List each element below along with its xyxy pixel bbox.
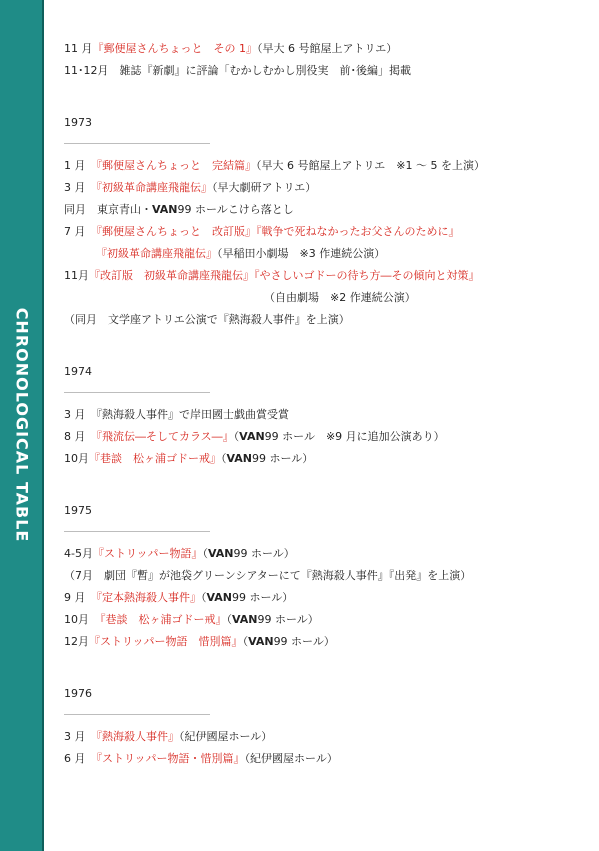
work-title: 『ストリッパー物語』 bbox=[92, 547, 203, 560]
entry-text: 12月 bbox=[64, 635, 89, 648]
chronology-content bbox=[64, 38, 584, 770]
entry-text: 11･12月 雑誌『新劇』に評論「むかしむかし別役実 前･後編」掲載 bbox=[64, 64, 411, 77]
chronology-entry bbox=[64, 426, 584, 448]
work-title: 『改訂版 初級革命講座飛龍伝』『やさしいゴドーの待ち方―その傾向と対策』 bbox=[89, 269, 480, 282]
work-title: 『郵便屋さんちょっと 改訂版』『戦争で死ねなかったお父さんのために』 bbox=[96, 225, 460, 238]
venue-brand: VAN bbox=[239, 430, 265, 443]
chronology-entry bbox=[64, 404, 584, 426]
entry-text: （ bbox=[201, 591, 207, 604]
entry-text: （7月 劇団『暫』が池袋グリーンシアターにて『熱海殺人事件』『出発』を上演） bbox=[64, 569, 472, 582]
entry-text: 1 月 bbox=[64, 159, 97, 172]
chronology-entry bbox=[64, 565, 584, 587]
entry-text: 7 月 bbox=[64, 225, 97, 238]
chronology-entry bbox=[64, 155, 584, 177]
entry-text: 11 月 bbox=[64, 42, 93, 55]
entry-text: （自由劇場 ※2 作連続公演） bbox=[264, 291, 416, 304]
work-title: 『初級革命講座飛龍伝』 bbox=[96, 247, 217, 260]
chronology-entry bbox=[64, 448, 584, 470]
venue-brand: VAN bbox=[206, 591, 232, 604]
year-divider bbox=[64, 392, 210, 393]
year-heading: 1973 bbox=[64, 116, 92, 129]
chronology-entry bbox=[64, 609, 584, 631]
work-title: 『郵便屋さんちょっと 完結篇』 bbox=[96, 159, 256, 172]
venue-brand: VAN bbox=[248, 635, 274, 648]
chronology-entry bbox=[64, 265, 584, 287]
chronology-entry bbox=[64, 309, 584, 331]
entry-text: （ bbox=[202, 547, 209, 560]
entry-text: 99 ホール ※9 月に追加公演あり） bbox=[264, 430, 445, 443]
sidebar-title: CHRONOLOGICAL TABLE bbox=[12, 307, 32, 543]
chronology-entry bbox=[64, 726, 584, 748]
venue-brand: VAN bbox=[226, 452, 252, 465]
entry-text: 9 月 bbox=[64, 591, 97, 604]
year-heading: 1975 bbox=[64, 504, 92, 517]
chronology-entry bbox=[64, 199, 584, 221]
entry-text: 3 月 bbox=[64, 181, 97, 194]
venue-brand: VAN bbox=[152, 203, 178, 216]
work-title: 『飛流伝―そしてカラス―』 bbox=[96, 430, 234, 443]
chronology-entry bbox=[64, 543, 584, 565]
year-divider bbox=[64, 531, 210, 532]
venue-brand: VAN bbox=[208, 547, 234, 560]
year-heading: 1974 bbox=[64, 365, 92, 378]
entry-text: （早大 6 号館屋上アトリエ ※1 ～ 5 を上演） bbox=[256, 159, 485, 172]
entry-text: （早稲田小劇場 ※3 作連続公演） bbox=[217, 247, 386, 260]
entry-text: （ bbox=[233, 430, 240, 443]
entry-text: 99 ホールこけら落とし bbox=[177, 203, 294, 216]
entry-text: 99 ホール） bbox=[233, 547, 295, 560]
entry-text: 99 ホール） bbox=[257, 613, 319, 626]
entry-text: 11月 bbox=[64, 269, 89, 282]
chronology-entry bbox=[64, 748, 584, 770]
chronology-entry bbox=[64, 631, 584, 653]
entry-text: （早大劇研アトリエ） bbox=[212, 181, 317, 194]
work-title: 『ストリッパー物語 惜別篇』 bbox=[89, 635, 243, 648]
entry-text: 10月 bbox=[64, 452, 89, 465]
entry-text: 99 ホール） bbox=[232, 591, 294, 604]
entry-text: （ bbox=[221, 452, 227, 465]
sidebar bbox=[0, 0, 44, 851]
chronology-entry bbox=[64, 221, 584, 243]
entry-text: 6 月 bbox=[64, 752, 97, 765]
entry-text: 4-5月 bbox=[64, 547, 93, 560]
work-title: 『定本熱海殺人事件』 bbox=[96, 591, 201, 604]
entry-text: （紀伊國屋ホール） bbox=[179, 730, 273, 743]
work-title: 『初級革命講座飛龍伝』 bbox=[96, 181, 212, 194]
entry-text: （ bbox=[226, 613, 232, 626]
work-title: 『郵便屋さんちょっと その 1』 bbox=[92, 42, 257, 55]
entry-text: 8 月 bbox=[64, 430, 97, 443]
entry-text: （同月 文学座アトリエ公演で『熱海殺人事件』を上演） bbox=[64, 313, 350, 326]
year-divider bbox=[64, 143, 210, 144]
chronology-entry bbox=[64, 287, 584, 309]
entry-text: 同月 東京青山・ bbox=[64, 203, 152, 216]
entry-text: 10月 bbox=[64, 613, 100, 626]
year-heading: 1976 bbox=[64, 687, 92, 700]
chronology-entry bbox=[64, 243, 584, 265]
entry-text: 3 月 bbox=[64, 730, 97, 743]
chronology-entry bbox=[64, 60, 584, 82]
entry-text: （早大 6 号館屋上アトリエ） bbox=[257, 42, 398, 55]
year-divider bbox=[64, 714, 210, 715]
work-title: 『熱海殺人事件』 bbox=[96, 730, 179, 743]
entry-text: 99 ホール） bbox=[273, 635, 335, 648]
work-title: 『巷談 松ヶ浦ゴドー戒』 bbox=[89, 452, 221, 465]
entry-text: （ bbox=[242, 635, 249, 648]
work-title: 『巷談 松ヶ浦ゴドー戒』 bbox=[100, 613, 227, 626]
entry-text: 99 ホール） bbox=[252, 452, 314, 465]
venue-brand: VAN bbox=[232, 613, 258, 626]
entry-text: （紀伊國屋ホール） bbox=[244, 752, 338, 765]
chronology-entry bbox=[64, 177, 584, 199]
entry-text: 3 月 『熱海殺人事件』で岸田國士戯曲賞受賞 bbox=[64, 408, 289, 421]
work-title: 『ストリッパー物語・惜別篇』 bbox=[96, 752, 245, 765]
chronology-entry bbox=[64, 38, 584, 60]
chronology-entry bbox=[64, 587, 584, 609]
